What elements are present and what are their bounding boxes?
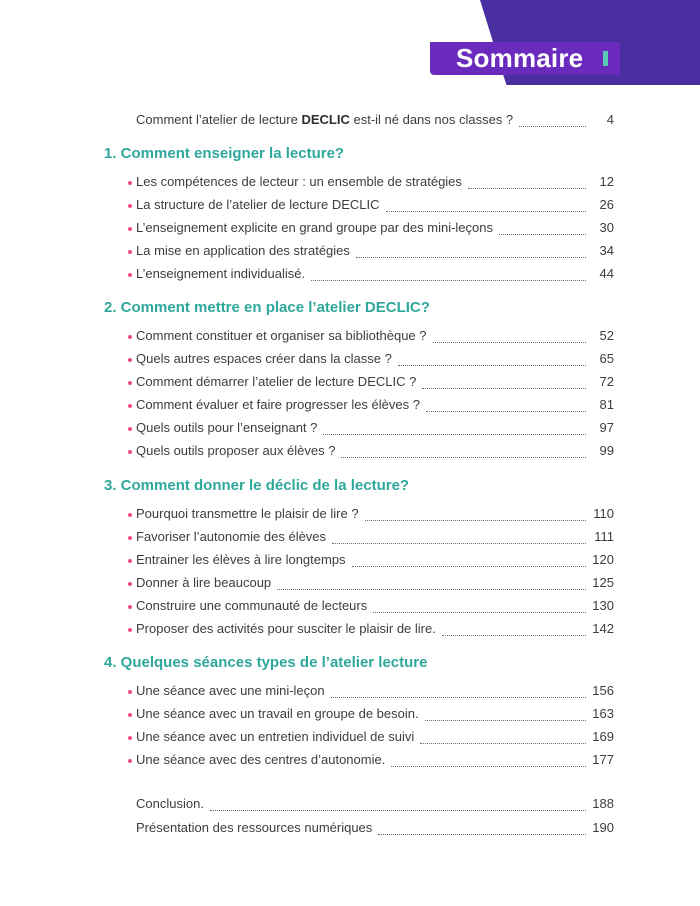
toc-entry-label: L’enseignement individualisé. <box>136 266 306 281</box>
toc-page-number: 130 <box>592 598 614 613</box>
toc-entry-label: Une séance avec un entretien individuel de suivi <box>136 729 415 744</box>
toc-entry[interactable] <box>136 529 614 549</box>
dot-leader <box>499 233 586 235</box>
dot-leader <box>519 125 586 127</box>
dot-leader <box>425 719 586 721</box>
toc-entry[interactable] <box>136 197 614 217</box>
toc-entry[interactable] <box>136 420 614 440</box>
toc-page-number: 110 <box>593 506 614 521</box>
dot-leader <box>433 341 587 343</box>
toc-entry-label: Comment constituer et organiser sa bibliothèque ? <box>136 328 427 343</box>
toc-page-number: 72 <box>599 374 614 389</box>
toc-entry-label: Favoriser l’autonomie des élèves <box>136 529 327 544</box>
page-title: Sommaire <box>456 43 584 73</box>
toc-entry-label: Comment démarrer l’atelier de lecture DECLIC ? <box>136 374 417 389</box>
dot-leader <box>331 696 586 698</box>
toc-page-number: 169 <box>592 729 614 744</box>
toc-entry-intro[interactable] <box>136 112 614 132</box>
dot-leader <box>210 809 586 811</box>
dot-leader <box>391 765 586 767</box>
toc-page-number: 97 <box>599 420 614 435</box>
toc-entry-label: L’enseignement explicite en grand groupe par des mini-leçons <box>136 220 493 235</box>
toc-entry-label: Quels outils pour l’enseignant ? <box>136 420 318 435</box>
toc-entry[interactable] <box>136 443 614 463</box>
toc-entry[interactable] <box>136 683 614 703</box>
dot-leader <box>398 364 586 366</box>
toc-page-number: 81 <box>599 397 614 412</box>
toc-page-number: 34 <box>599 243 614 258</box>
toc-page-number: 120 <box>592 552 614 567</box>
toc-page-number: 188 <box>592 796 614 811</box>
toc-entry[interactable] <box>136 506 614 526</box>
toc-entry-label: Donner à lire beaucoup <box>136 575 272 590</box>
toc-entry-label: Comment l’atelier de lecture DECLIC est-il né dans nos classes ? <box>136 112 514 127</box>
toc-page-number: 26 <box>599 197 614 212</box>
title-banner <box>430 42 620 75</box>
dot-leader <box>468 187 586 189</box>
toc-entry[interactable] <box>136 397 614 417</box>
toc-entry[interactable] <box>136 243 614 263</box>
toc-entry[interactable] <box>136 351 614 371</box>
section-heading-1[interactable]: 1. Comment enseigner la lecture? <box>104 145 345 162</box>
toc-entry[interactable] <box>136 266 614 286</box>
dot-leader <box>442 634 586 636</box>
toc-entry[interactable] <box>136 706 614 726</box>
dot-leader <box>386 210 586 212</box>
section-heading-4[interactable]: 4. Quelques séances types de l’atelier lecture <box>104 654 428 671</box>
dot-leader <box>323 433 586 435</box>
toc-page-number: 156 <box>592 683 614 698</box>
toc-page-number: 190 <box>592 820 614 835</box>
dot-leader <box>341 456 586 458</box>
toc-entry-label: Pourquoi transmettre le plaisir de lire ? <box>136 506 359 521</box>
toc-page-number: 142 <box>592 621 614 636</box>
dot-leader <box>311 279 586 281</box>
toc-entry[interactable] <box>136 174 614 194</box>
toc-entry-label: Construire une communauté de lecteurs <box>136 598 368 613</box>
dot-leader <box>356 256 586 258</box>
dot-leader <box>420 742 586 744</box>
toc-entry[interactable] <box>136 374 614 394</box>
dot-leader <box>352 565 586 567</box>
toc-entry[interactable] <box>136 552 614 572</box>
toc-entry[interactable] <box>136 575 614 595</box>
toc-entry-label: La mise en application des stratégies <box>136 243 350 258</box>
toc-entry-label: Les compétences de lecteur : un ensemble de stratégies <box>136 174 462 189</box>
toc-entry-resources[interactable] <box>136 820 614 840</box>
toc-entry-label: Comment évaluer et faire progresser les élèves ? <box>136 397 420 412</box>
dot-leader <box>332 542 586 544</box>
section-heading-2[interactable]: 2. Comment mettre en place l’atelier DECLIC? <box>104 299 430 316</box>
toc-entry-label: Entrainer les élèves à lire longtemps <box>136 552 346 567</box>
toc-entry-label: Quels outils proposer aux élèves ? <box>136 443 336 458</box>
toc-entry-label: Une séance avec des centres d’autonomie. <box>136 752 386 767</box>
toc-entry[interactable] <box>136 220 614 240</box>
toc-entry-label: Conclusion. <box>136 796 204 811</box>
toc-page-number: 99 <box>599 443 614 458</box>
toc-page-number: 125 <box>592 575 614 590</box>
dot-leader <box>365 519 586 521</box>
toc-page-number: 30 <box>599 220 614 235</box>
toc-entry-conclusion[interactable] <box>136 796 614 816</box>
dot-leader <box>426 410 586 412</box>
toc-entry-label: Une séance avec une mini-leçon <box>136 683 325 698</box>
toc-entry-label: La structure de l’atelier de lecture DECLIC <box>136 197 380 212</box>
toc-entry-label: Présentation des ressources numériques <box>136 820 373 835</box>
toc-page-number: 12 <box>599 174 614 189</box>
toc-page-number: 52 <box>599 328 614 343</box>
toc-page-number: 44 <box>599 266 614 281</box>
dot-leader <box>373 611 586 613</box>
toc-entry-label: Une séance avec un travail en groupe de besoin. <box>136 706 419 721</box>
title-accent-mark <box>603 51 608 66</box>
toc-entry[interactable] <box>136 598 614 618</box>
toc-page-number: 111 <box>594 529 614 544</box>
toc-entry[interactable] <box>136 621 614 641</box>
toc-page-number: 4 <box>606 112 614 127</box>
toc-page-number: 65 <box>599 351 614 366</box>
toc-page-number: 163 <box>592 706 614 721</box>
toc-entry-label: Proposer des activités pour susciter le plaisir de lire. <box>136 621 436 636</box>
toc-entry[interactable] <box>136 328 614 348</box>
dot-leader <box>277 588 586 590</box>
toc-entry[interactable] <box>136 729 614 749</box>
dot-leader <box>422 387 586 389</box>
toc-page-number: 177 <box>592 752 614 767</box>
dot-leader <box>378 833 586 835</box>
section-heading-3[interactable]: 3. Comment donner le déclic de la lecture? <box>104 477 410 494</box>
toc-entry[interactable] <box>136 752 614 772</box>
toc-entry-label: Quels autres espaces créer dans la classe ? <box>136 351 392 366</box>
